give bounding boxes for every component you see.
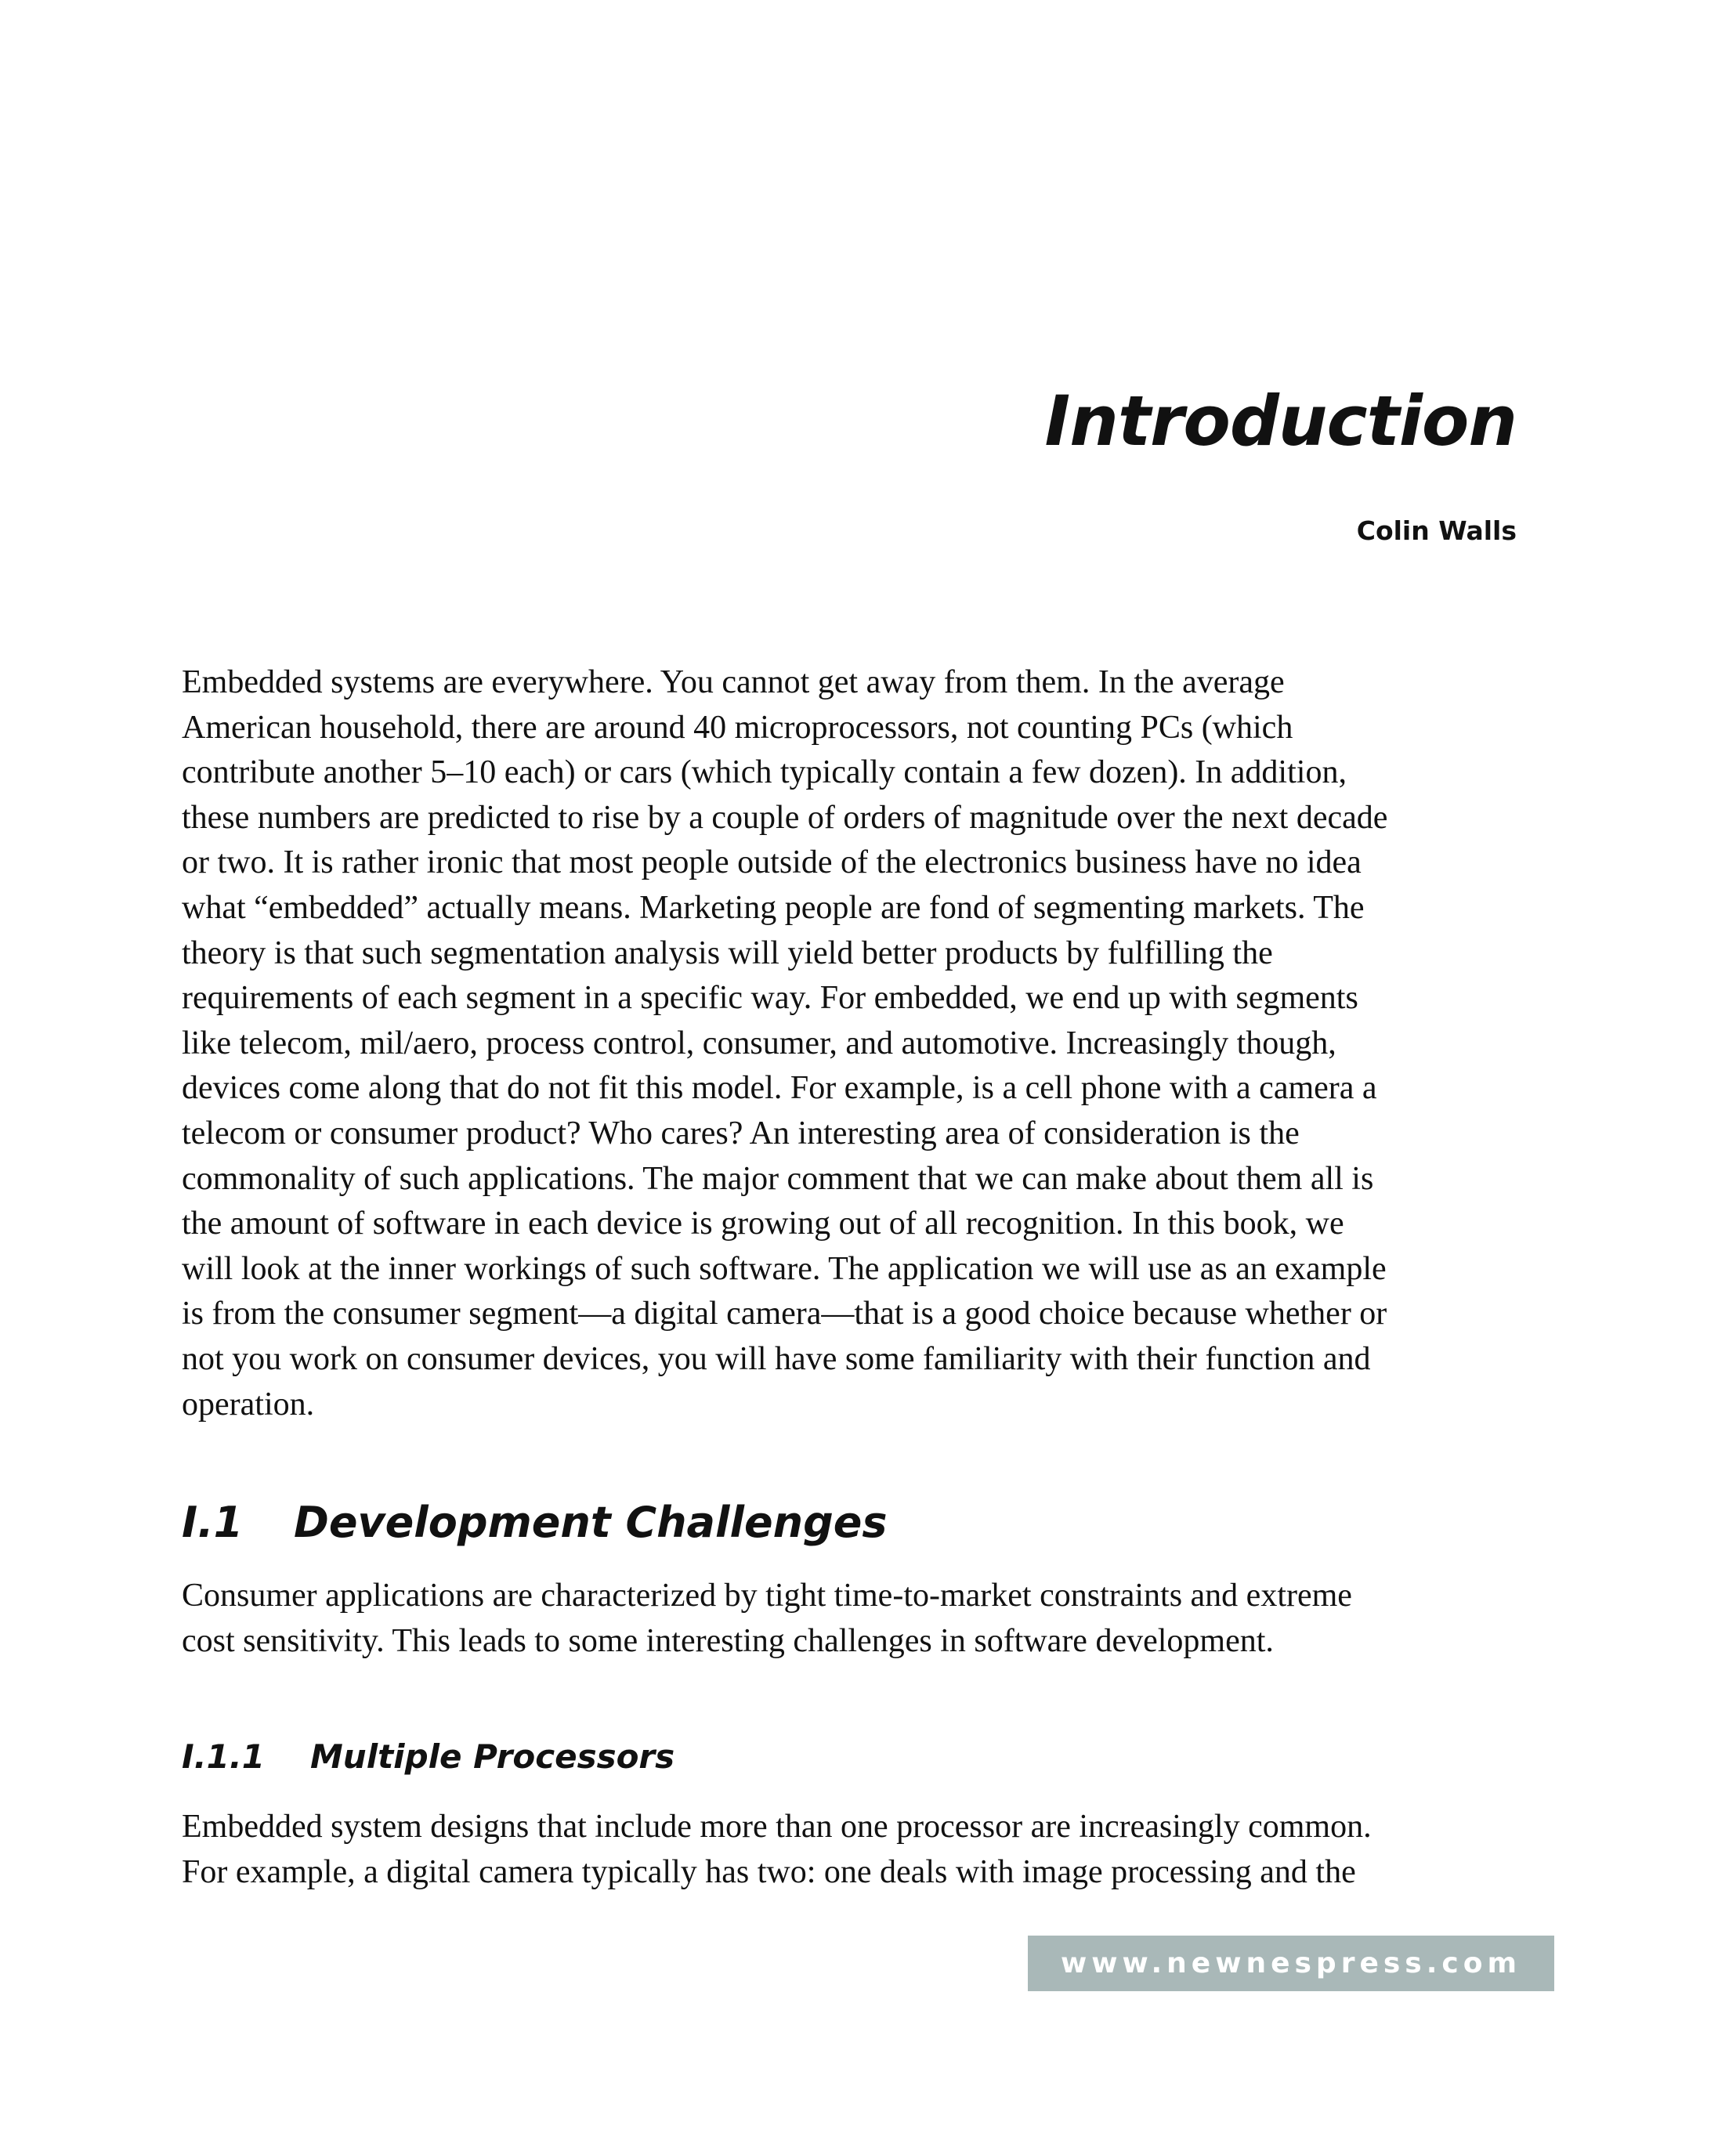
publisher-url-banner: www.newnespress.com [1028,1936,1554,1991]
intro-paragraph [182,660,1529,1427]
text-line: operation. [182,1386,315,1423]
text-line: will look at the inner workings of such software. The application we will use as an example [182,1250,1387,1287]
subsection-paragraph [182,1805,1529,1895]
subsection-heading [182,1737,675,1776]
text-line: Consumer applications are characterized by tight time-to-market constraints and extreme [182,1578,1352,1614]
chapter-author: Colin Walls [1356,515,1517,546]
text-line: For example, a digital camera typically has two: one deals with image processing and the [182,1853,1356,1890]
text-line: Embedded system designs that include more than one processor are increasingly common. [182,1809,1372,1845]
text-line: like telecom, mil/aero, process control, consumer, and automotive. Increasingly though, [182,1025,1336,1061]
text-line: these numbers are predicted to rise by a couple of orders of magnitude over the next decade [182,799,1388,836]
text-line: theory is that such segmentation analysis will yield better products by fulfilling the [182,935,1273,971]
text-line: American household, there are around 40 microprocessors, not counting PCs (which [182,709,1293,746]
text-line: is from the consumer segment—a digital camera—that is a good choice because whether or [182,1296,1387,1332]
section-paragraph [182,1574,1529,1664]
text-line: Embedded systems are everywhere. You cannot get away from them. In the average [182,664,1285,700]
text-line: not you work on consumer devices, you will have some familiarity with their function and [182,1340,1371,1377]
text-line: contribute another 5–10 each) or cars (which typically contain a few dozen). In addition, [182,754,1347,791]
section-title: Development Challenges [294,1498,888,1547]
text-line: commonality of such applications. The major comment that we can make about them all is [182,1160,1374,1197]
subsection-number: I.1.1 [182,1737,265,1776]
text-line: telecom or consumer product? Who cares? An interesting area of consideration is the [182,1115,1300,1151]
section-heading [182,1498,888,1547]
text-line: devices come along that do not fit this model. For example, is a cell phone with a camera a [182,1070,1377,1107]
text-line: or two. It is rather ironic that most people outside of the electronics business have no idea [182,844,1362,881]
text-line: requirements of each segment in a specific way. For embedded, we end up with segments [182,980,1358,1017]
text-line: the amount of software in each device is growing out of all recognition. In this book, we [182,1206,1344,1242]
text-line: cost sensitivity. This leads to some interesting challenges in software development. [182,1622,1274,1659]
subsection-title: Multiple Processors [310,1737,675,1776]
section-number: I.1 [182,1498,244,1547]
chapter-title: Introduction [1044,381,1517,461]
text-line: what “embedded” actually means. Marketing people are fond of segmenting markets. The [182,889,1365,926]
